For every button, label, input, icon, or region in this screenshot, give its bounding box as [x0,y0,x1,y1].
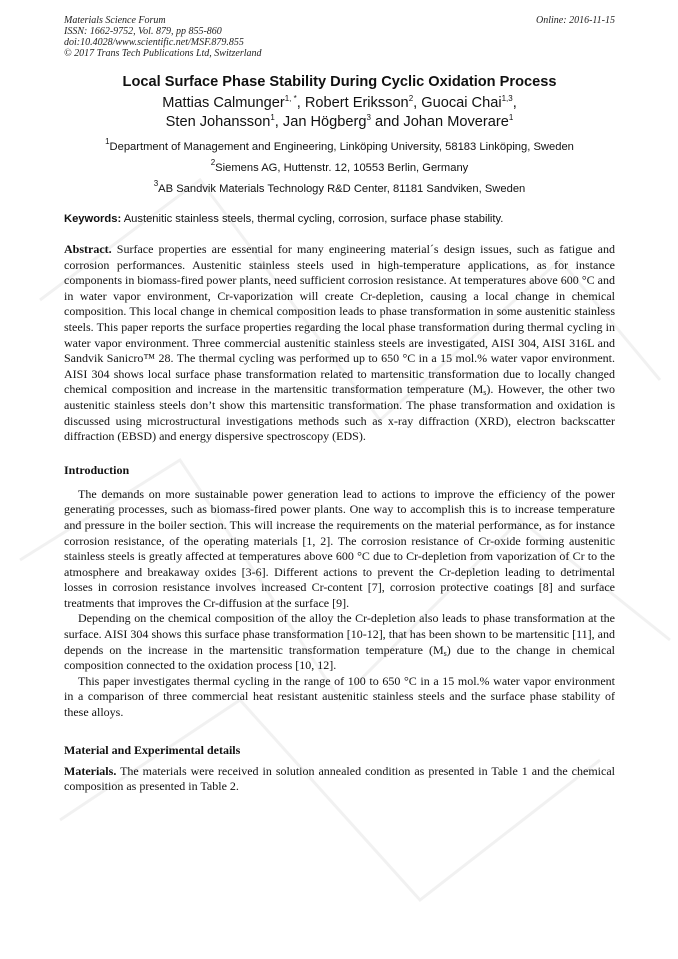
journal-copyright: © 2017 Trans Tech Publications Ltd, Switzerland [64,48,262,59]
author-separator: , [512,95,517,111]
paragraph-text: Depending on the chemical composition of the alloy the Cr-depletion also leads to phase transformation at the surface. AISI 304 shows this surface phase transformation [10-12], that has been shown to be martensitic [11], and depends on the increase in the martensitic transformation temperature (M [64,611,615,657]
journal-issn: ISSN: 1662-9752, Vol. 879, pp 855-860 [64,26,222,37]
author-name: , Jan Högberg [274,114,367,130]
materials-paragraph [64,764,615,795]
online-date: Online: 2016-11-15 [536,15,615,26]
author-list [64,94,615,132]
journal-name: Materials Science Forum [64,15,166,26]
author-affil-sup: 1 [508,113,514,122]
keywords-label: Keywords: [64,213,122,225]
author-name: , Robert Eriksson [296,95,409,111]
materials-text: The materials were received in solution annealed condition as presented in Table 1 and the chemical composition as presented in Table 2. [64,763,615,794]
intro-paragraph-1: The demands on more sustainable power generation lead to actions to improve the efficiency of the power generating processes, such as biomass-fired power plants. One way to accomplish this is to increase temperature and pressure in the boiler section. This will increase the requirements on the material performance, as for instance corrosion resistance, of the operating materials [1, 2]. The corrosion resistance of Cr-oxide forming austenitic stainless steels is greatly affected at temperatures above 600 °C due to Cr-depletion from vaporization of Cr to the atmosphere and breakaway oxides [3-6]. Different actions to prevent the Cr-depletion leading to detrimental losses in corrosion resistance involves increased Cr-content [7], corrosion protective coatings [8] and surface treatments that improves the Cr-diffusion at the surface [9]. [64,486,615,610]
subscript: s [483,388,487,398]
author-name: Mattias Calmunger [162,95,285,111]
author-affil-sup: 3 [366,113,371,122]
affiliation-sup: 2 [210,158,216,167]
keywords-text: Austenitic stainless steels, thermal cycling, corrosion, surface phase stability. [121,213,504,225]
materials-label: Materials. [64,763,117,778]
author-affil-sup: 1 [270,113,275,122]
affiliation-text: Department of Management and Engineering, Linköping University, 58183 Linköping, Sweden [109,141,574,153]
journal-header [64,15,615,59]
abstract [64,242,615,445]
affiliation-sup: 1 [105,137,110,146]
affiliation-3 [64,179,615,196]
subscript: s [443,648,447,658]
abstract-text: ). However, the other two austenitic stainless steels don’t show this martensitic transformation. The phase transformation and oxidation is discussed using microstructural investigations methods such as x-ray diffraction (XRD), electron backscatter diffraction (EBSD) and energy dispersive spectroscopy (EDS). [64,382,615,444]
abstract-text: Surface properties are essential for many engineering material´s design issues, such as fatigue and corrosion performances. Austenitic stainless steels used in high-temperature applications, as for instance components in biomass-fired power plants, need sufficient corrosion resistance. At temperatures above 600 °C and in water vapor environment, Cr-vaporization will create Cr-depletion, causing a local change in chemical composition. This local change in chemical composition leads to phase transformation in some austenitic stainless steels. This paper reports the surface properties regarding the local phase transformation during thermal cycling in water vapor environment. Three commercial austenitic stainless steels are investigated, AISI 304, AISI 316L and Sandvik Sanicro™ 28. The thermal cycling was performed up to 650 °C in a 15 mol.% water vapor environment. AISI 304 shows local surface phase transformation related to martensitic transformation due to locally changed chemical composition and increase in the martensitic transformation temperature (M [64,242,615,397]
author-name: Sten Johansson [165,114,271,130]
author-name: , Guocai Chai [413,95,502,111]
author-affil-sup: 1, * [284,94,297,103]
intro-paragraph-3: This paper investigates thermal cycling in the range of 100 to 650 °C in a 15 mol.% water vapor environment in a comparison of three commercial heat resistant austenitic stainless steels and the surface phase stability of these alloys. [64,673,615,720]
affiliation-text: AB Sandvik Materials Technology R&D Center, 81181 Sandviken, Sweden [158,183,526,195]
paragraph-text: ) due to the change in chemical composition connected to the oxidation process [10, 12]. [64,642,615,673]
affiliation-2 [64,158,615,175]
author-name: and Johan Moverare [370,114,509,130]
keywords [64,212,615,226]
paper-title: Local Surface Phase Stability During Cyclic Oxidation Process [122,74,557,90]
affiliation-1 [64,137,615,154]
author-affil-sup: 1,3 [501,94,513,103]
intro-paragraph-2 [64,611,615,673]
author-affil-sup: 2 [408,94,414,103]
affiliation-sup: 3 [153,179,159,188]
journal-doi[interactable]: doi:10.4028/www.scientific.net/MSF.879.855 [64,37,244,48]
paper-page [64,15,615,795]
section-heading-introduction: Introduction [64,462,130,477]
section-heading-materials: Material and Experimental details [64,742,241,757]
abstract-label: Abstract. [64,242,112,256]
affiliation-text: Siemens AG, Huttenstr. 12, 10553 Berlin, Germany [215,162,469,174]
